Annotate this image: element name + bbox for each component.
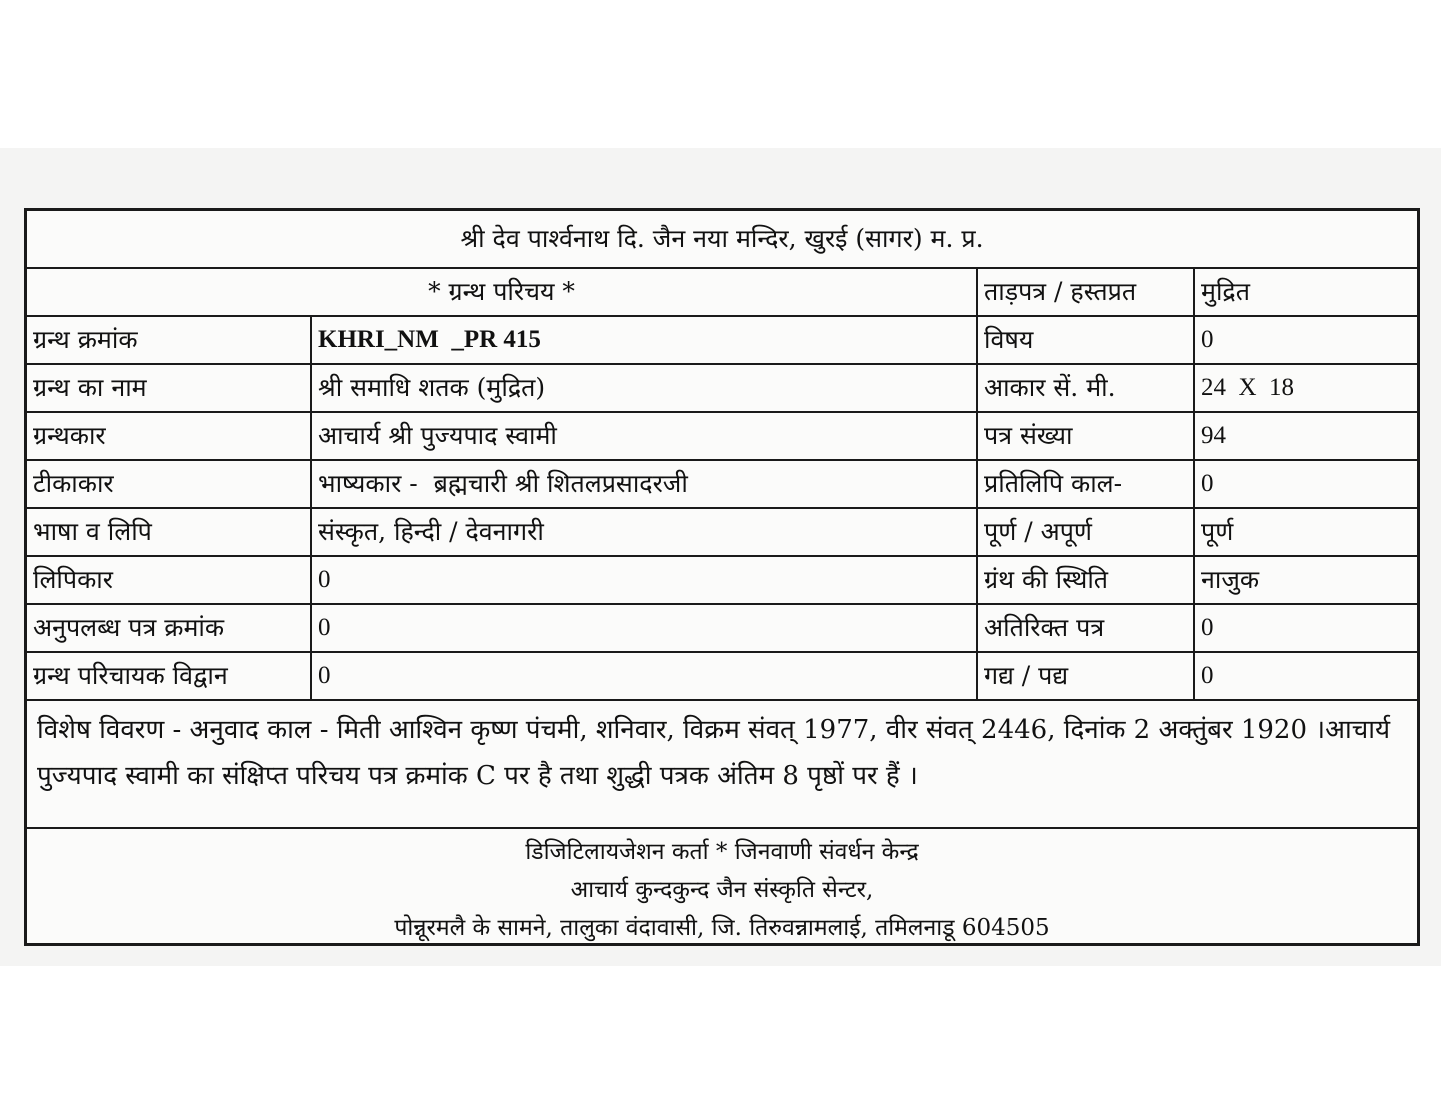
field-label: ग्रन्थकार [27, 412, 311, 460]
field-label: गद्य / पद्य [977, 652, 1194, 700]
field-value: आचार्य श्री पुज्यपाद स्वामी [311, 412, 977, 460]
field-value: 0 [311, 652, 977, 700]
field-value: 0 [1194, 604, 1417, 652]
section-row [27, 268, 1417, 316]
table-row [27, 604, 1417, 652]
field-value: भाष्यकार - ब्रह्मचारी श्री शितलप्रसादरजी [311, 460, 977, 508]
section-title: * ग्रन्थ परिचय * [27, 268, 977, 316]
table-row [27, 412, 1417, 460]
field-label: ग्रन्थ क्रमांक [27, 316, 311, 364]
type-value: मुद्रित [1194, 268, 1417, 316]
field-label: विषय [977, 316, 1194, 364]
field-value: श्री समाधि शतक (मुद्रित) [311, 364, 977, 412]
field-value: 0 [311, 604, 977, 652]
field-value: नाजुक [1194, 556, 1417, 604]
field-label: आकार सें. मी. [977, 364, 1194, 412]
field-label: ग्रंथ की स्थिति [977, 556, 1194, 604]
table-row [27, 460, 1417, 508]
footer-line-address: पोन्नूरमलै के सामने, तालुका वंदावासी, जि. तिरुवन्नामलाई, तमिलनाडू 604505 [394, 915, 1050, 941]
field-value: 0 [1194, 460, 1417, 508]
footer [27, 829, 1417, 947]
field-label: ग्रन्थ का नाम [27, 364, 311, 412]
table-row [27, 652, 1417, 700]
field-label: अतिरिक्त पत्र [977, 604, 1194, 652]
field-label: पत्र संख्या [977, 412, 1194, 460]
table-row [27, 508, 1417, 556]
field-label: प्रतिलिपि काल- [977, 460, 1194, 508]
catalog-table [27, 211, 1417, 701]
field-label: भाषा व लिपि [27, 508, 311, 556]
field-label: पूर्ण / अपूर्ण [977, 508, 1194, 556]
field-value: KHRI_NM _PR 415 [311, 316, 977, 364]
table-row [27, 556, 1417, 604]
field-value: 0 [1194, 652, 1417, 700]
footer-line-digitization: डिजिटिलायजेशन कर्ता * जिनवाणी संवर्धन केन्द्र [525, 839, 919, 865]
table-row [27, 316, 1417, 364]
table-row [27, 364, 1417, 412]
field-value: 94 [1194, 412, 1417, 460]
field-label: टीकाकार [27, 460, 311, 508]
field-label: लिपिकार [27, 556, 311, 604]
field-value: 24 X 18 [1194, 364, 1417, 412]
footer-line-center: आचार्य कुन्दकुन्द जैन संस्कृति सेन्टर, [570, 877, 874, 903]
special-description: विशेष विवरण - अनुवाद काल - मिती आश्विन कृष्ण पंचमी, शनिवार, विक्रम संवत् 1977, वीर संवत् 2446, दिनांक 2 अक्तुंबर 1920 ।आचार्य पुज्यपाद स्वामी का संक्षिप्त परिचय पत्र क्रमांक C पर है तथा शुद्धी पत्रक अंतिम 8 पृष्ठों पर हैं । [37, 715, 1391, 791]
title-row [27, 211, 1417, 268]
field-value: 0 [311, 556, 977, 604]
field-label: अनुपलब्ध पत्र क्रमांक [27, 604, 311, 652]
field-value: संस्कृत, हिन्दी / देवनागरी [311, 508, 977, 556]
field-value: 0 [1194, 316, 1417, 364]
field-label: ग्रन्थ परिचायक विद्वान [27, 652, 311, 700]
catalog-card [24, 208, 1420, 946]
type-label: ताड़पत्र / हस्तप्रत [977, 268, 1194, 316]
temple-title: श्री देव पार्श्वनाथ दि. जैन नया मन्दिर, खुरई (सागर) म. प्र. [27, 211, 1417, 268]
field-value: पूर्ण [1194, 508, 1417, 556]
